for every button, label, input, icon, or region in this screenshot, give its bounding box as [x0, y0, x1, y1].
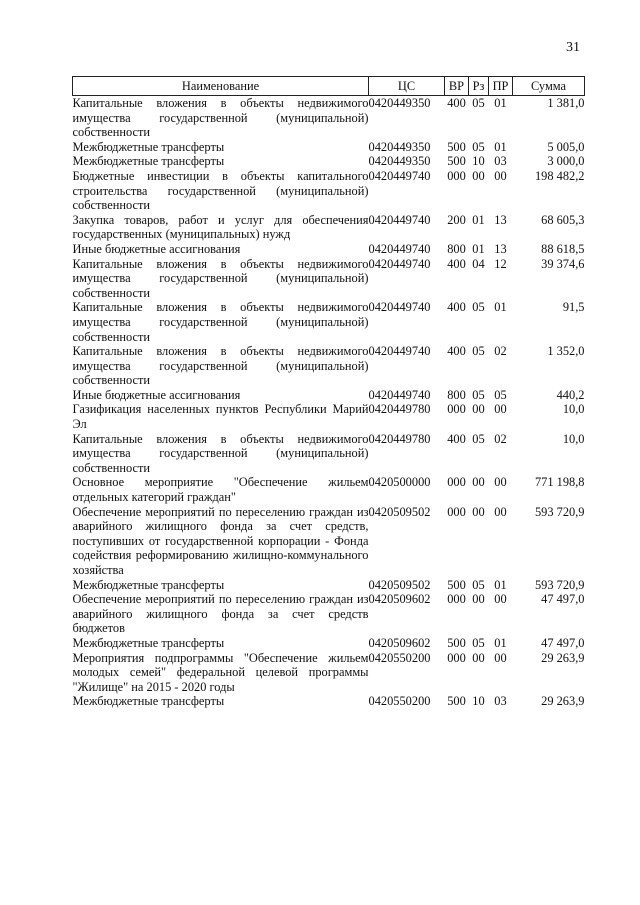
cell-rz: 10 — [472, 154, 485, 169]
cell-vr: 000 — [447, 475, 466, 490]
cell-rz: 04 — [472, 256, 485, 271]
cell-name: Мероприятия подпрограммы "Обеспечение жильем молодых семей" федеральной целевой программы "Жилище" на 2015 - 2020 годы — [72, 650, 369, 694]
cell-rz: 00 — [472, 402, 485, 417]
cell-name: Капитальные вложения в объекты недвижимого имущества государственной (муниципальной) собственности — [72, 96, 369, 140]
cell-cs: 0420449740 — [368, 300, 431, 315]
table-row — [73, 651, 585, 695]
cell-pr: 01 — [494, 300, 507, 315]
cell-sum: 198 482,2 — [534, 168, 585, 183]
cell-name: Газификация населенных пунктов Республики Марий Эл — [72, 402, 369, 432]
cell-rz: 05 — [472, 577, 485, 592]
cell-cs: 0420509502 — [368, 504, 431, 519]
cell-rz: 05 — [472, 139, 485, 154]
cell-cs: 0420449780 — [368, 402, 431, 417]
cell-sum: 5 005,0 — [547, 139, 585, 154]
table-row — [73, 432, 585, 476]
cell-cs: 0420550200 — [368, 650, 431, 665]
header-pr: ПР — [489, 77, 513, 96]
table-row — [73, 140, 585, 155]
table-row — [73, 154, 585, 169]
header-name: Наименование — [73, 77, 369, 96]
cell-name: Бюджетные инвестиции в объекты капитального строительства государственной (муниципальной) собственности — [72, 168, 369, 213]
cell-sum: 10,0 — [562, 431, 585, 446]
cell-sum: 68 605,3 — [541, 212, 585, 227]
cell-cs: 0420509502 — [368, 577, 431, 592]
cell-vr: 400 — [447, 300, 466, 315]
cell-rz: 05 — [472, 344, 485, 359]
table-row — [73, 344, 585, 388]
cell-name: Капитальные вложения в объекты недвижимого имущества государственной (муниципальной) собственности — [72, 300, 369, 344]
cell-rz: 05 — [472, 635, 485, 650]
cell-pr: 01 — [494, 96, 507, 110]
cell-cs: 0420449740 — [368, 344, 431, 359]
cell-vr: 400 — [447, 256, 466, 271]
cell-name: Межбюджетные трансферты — [72, 154, 225, 169]
cell-name: Межбюджетные трансферты — [72, 635, 225, 650]
cell-name: Межбюджетные трансферты — [72, 139, 225, 154]
table-row — [73, 636, 585, 651]
cell-sum: 47 497,0 — [541, 635, 585, 650]
table-row — [73, 96, 585, 140]
cell-rz: 10 — [472, 694, 485, 709]
table-header-row — [73, 77, 585, 96]
cell-vr: 500 — [447, 154, 466, 169]
cell-sum: 3 000,0 — [547, 154, 585, 169]
cell-vr: 000 — [447, 650, 466, 665]
page-number: 31 — [566, 40, 580, 55]
table-row — [73, 300, 585, 344]
cell-name: Капитальные вложения в объекты недвижимого имущества государственной (муниципальной) собственности — [72, 256, 369, 300]
table-row — [73, 475, 585, 504]
cell-pr: 03 — [494, 694, 507, 709]
cell-cs: 0420449350 — [368, 96, 431, 110]
cell-pr: 01 — [494, 577, 507, 592]
table-row — [73, 402, 585, 431]
cell-sum: 593 720,9 — [534, 577, 585, 592]
cell-cs: 0420550200 — [368, 694, 431, 709]
header-cs: ЦС — [369, 77, 445, 96]
cell-name: Иные бюджетные ассигнования — [72, 241, 241, 256]
cell-sum: 771 198,8 — [534, 475, 585, 490]
cell-vr: 800 — [447, 241, 466, 256]
table-row — [73, 578, 585, 593]
cell-pr: 00 — [494, 475, 507, 490]
cell-rz: 01 — [472, 212, 485, 227]
cell-cs: 0420509602 — [368, 592, 431, 607]
cell-rz: 05 — [472, 431, 485, 446]
header-vr: ВР — [445, 77, 469, 96]
cell-sum: 10,0 — [562, 402, 585, 417]
cell-vr: 400 — [447, 344, 466, 359]
cell-rz: 05 — [472, 300, 485, 315]
cell-vr: 000 — [447, 168, 466, 183]
cell-pr: 00 — [494, 168, 507, 183]
cell-pr: 05 — [494, 387, 507, 402]
cell-vr: 400 — [447, 96, 466, 110]
table-row — [73, 242, 585, 257]
cell-pr: 00 — [494, 650, 507, 665]
cell-cs: 0420449740 — [368, 241, 431, 256]
cell-sum: 29 263,9 — [541, 650, 585, 665]
table-row — [73, 213, 585, 242]
cell-name: Обеспечение мероприятий по переселению граждан из аварийного жилищного фонда за счет средств бюджетов — [72, 592, 369, 636]
table-row — [73, 388, 585, 403]
cell-name: Межбюджетные трансферты — [72, 694, 225, 709]
cell-rz: 00 — [472, 475, 485, 490]
header-rz: Рз — [469, 77, 489, 96]
cell-sum: 88 618,5 — [541, 241, 585, 256]
cell-cs: 0420500000 — [368, 475, 431, 490]
table-row — [73, 169, 585, 213]
cell-pr: 02 — [494, 344, 507, 359]
cell-pr: 02 — [494, 431, 507, 446]
cell-name: Капитальные вложения в объекты недвижимого имущества государственной (муниципальной) собственности — [72, 431, 369, 475]
cell-cs: 0420449740 — [368, 212, 431, 227]
cell-vr: 000 — [447, 504, 466, 519]
cell-vr: 000 — [447, 592, 466, 607]
cell-cs: 0420449740 — [368, 256, 431, 271]
cell-vr: 500 — [447, 694, 466, 709]
table-row — [73, 257, 585, 301]
table-row — [73, 694, 585, 709]
cell-rz: 00 — [472, 504, 485, 519]
cell-cs: 0420449740 — [368, 168, 431, 183]
cell-name: Основное мероприятие "Обеспечение жильем отдельных категорий граждан" — [72, 475, 369, 505]
cell-pr: 01 — [494, 139, 507, 154]
cell-pr: 00 — [494, 592, 507, 607]
cell-pr: 03 — [494, 154, 507, 169]
cell-pr: 12 — [494, 256, 507, 271]
cell-sum: 47 497,0 — [541, 592, 585, 607]
cell-rz: 00 — [472, 168, 485, 183]
cell-vr: 400 — [447, 431, 466, 446]
cell-vr: 000 — [447, 402, 466, 417]
cell-vr: 500 — [447, 139, 466, 154]
cell-vr: 800 — [447, 387, 466, 402]
table-body — [73, 96, 585, 709]
cell-cs: 0420449350 — [368, 154, 431, 169]
cell-sum: 1 381,0 — [547, 96, 585, 110]
cell-vr: 500 — [447, 577, 466, 592]
cell-vr: 200 — [447, 212, 466, 227]
cell-sum: 440,2 — [556, 387, 585, 402]
cell-cs: 0420449780 — [368, 431, 431, 446]
cell-pr: 00 — [494, 504, 507, 519]
cell-rz: 05 — [472, 387, 485, 402]
cell-cs: 0420449740 — [368, 387, 431, 402]
cell-rz: 00 — [472, 592, 485, 607]
cell-name: Межбюджетные трансферты — [72, 577, 225, 592]
cell-name: Обеспечение мероприятий по переселению граждан из аварийного жилищного фонда за счет средств, поступивших от государственной корпорации - Фонда содействия реформированию жилищно-коммунального хозяйства — [72, 504, 369, 577]
cell-name: Иные бюджетные ассигнования — [72, 387, 241, 402]
cell-vr: 500 — [447, 635, 466, 650]
header-sum: Сумма — [513, 77, 585, 96]
table-row — [73, 592, 585, 636]
cell-pr: 13 — [494, 241, 507, 256]
cell-rz: 01 — [472, 241, 485, 256]
cell-cs: 0420449350 — [368, 139, 431, 154]
cell-name: Капитальные вложения в объекты недвижимого имущества государственной (муниципальной) собственности — [72, 344, 369, 388]
table-row — [73, 505, 585, 578]
cell-sum: 1 352,0 — [547, 344, 585, 359]
cell-pr: 01 — [494, 635, 507, 650]
cell-pr: 13 — [494, 212, 507, 227]
cell-sum: 91,5 — [562, 300, 585, 315]
budget-table — [72, 76, 585, 709]
cell-rz: 05 — [472, 96, 485, 110]
cell-sum: 39 374,6 — [541, 256, 585, 271]
cell-pr: 00 — [494, 402, 507, 417]
cell-sum: 29 263,9 — [541, 694, 585, 709]
cell-cs: 0420509602 — [368, 635, 431, 650]
cell-name: Закупка товаров, работ и услуг для обеспечения государственных (муниципальных) нужд — [72, 212, 369, 242]
cell-sum: 593 720,9 — [534, 504, 585, 519]
cell-rz: 00 — [472, 650, 485, 665]
